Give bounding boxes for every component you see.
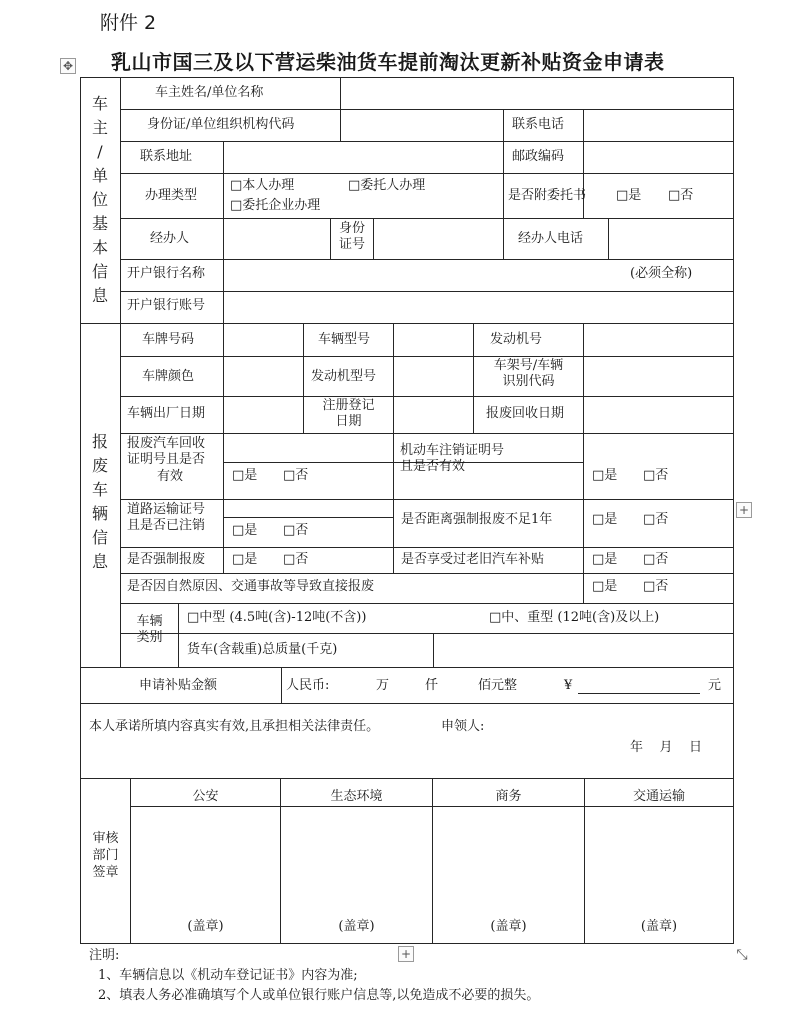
scrap-date-label: 报废回收日期 — [486, 406, 565, 421]
road-no-checkbox[interactable]: □否 — [283, 523, 309, 538]
dereg-yes-checkbox[interactable]: □是 — [592, 468, 618, 483]
rmb-label: 人民币: — [286, 678, 330, 693]
attach-poa-label: 是否附委托书 — [508, 188, 587, 203]
page-title: 乳山市国三及以下营运柴油货车提前淘汰更新补贴资金申请表 — [111, 50, 665, 74]
old-subsidy-label: 是否享受过老旧汽车补贴 — [401, 552, 545, 567]
table-move-handle-icon[interactable]: ✥ — [60, 58, 76, 74]
handling-agent-checkbox[interactable]: □委托人办理 — [348, 178, 426, 193]
total-mass-label: 货车(含载重)总质量(千克) — [187, 642, 338, 657]
natural-cause-yes-checkbox[interactable]: □是 — [592, 579, 618, 594]
less-one-year-no-checkbox[interactable]: □否 — [643, 512, 669, 527]
bai-unit: 佰元整 — [478, 678, 518, 693]
postcode-label: 邮政编码 — [512, 149, 565, 164]
seal-transport[interactable]: (盖章) — [640, 919, 678, 934]
less-one-year-label: 是否距离强制报废不足1年 — [401, 512, 553, 527]
table-resize-icon[interactable]: ⤡ — [736, 947, 748, 963]
attach-poa-no-checkbox[interactable]: □否 — [668, 188, 694, 203]
scrap-cert-label: 报废汽车回收 证明号且是否 有效 — [127, 436, 206, 484]
id-code-label: 身份证/单位组织机构代码 — [147, 117, 295, 132]
pledge-date: 年 月 日 — [630, 740, 703, 755]
vin-label: 车架号/车辆 识别代码 — [493, 358, 564, 390]
scrap-cert-no-checkbox[interactable]: □否 — [283, 468, 309, 483]
note-item: 1、车辆信息以《机动车登记证书》内容为准; — [98, 968, 358, 983]
factory-date-label: 车辆出厂日期 — [127, 406, 206, 421]
handler-label: 经办人 — [150, 231, 190, 246]
add-column-icon[interactable]: + — [398, 946, 414, 962]
handling-self-checkbox[interactable]: □本人办理 — [230, 178, 295, 193]
forced-scrap-label: 是否强制报废 — [127, 552, 206, 567]
road-transport-label: 道路运输证号 且是否已注销 — [127, 502, 206, 534]
attach-poa-yes-checkbox[interactable]: □是 — [616, 188, 642, 203]
plate-color-label: 车牌颜色 — [142, 369, 195, 384]
full-name-note: (必须全称) — [630, 266, 693, 281]
natural-cause-label: 是否因自然原因、交通事故等导致直接报废 — [127, 579, 375, 594]
owner-name-field[interactable] — [341, 78, 733, 109]
seal-ecology[interactable]: (盖章) — [338, 919, 375, 934]
registration-date-label: 注册登记 日期 — [322, 398, 375, 430]
old-subsidy-yes-checkbox[interactable]: □是 — [592, 552, 618, 567]
vehicle-section-label: 报 废 车 辆 信 息 — [91, 432, 108, 571]
road-yes-checkbox[interactable]: □是 — [232, 523, 258, 538]
phone-label: 联系电话 — [512, 117, 565, 132]
yen-symbol: ¥ — [564, 678, 573, 693]
dereg-no-checkbox[interactable]: □否 — [643, 468, 669, 483]
handler-phone-label: 经办人电话 — [518, 231, 584, 246]
engine-model-label: 发动机型号 — [311, 369, 377, 384]
seal-public-security[interactable]: (盖章) — [187, 919, 224, 934]
bank-account-label: 开户银行账号 — [127, 298, 206, 313]
attachment-label: 附件 2 — [100, 12, 157, 34]
amount-input-line[interactable] — [578, 693, 700, 694]
plate-no-label: 车牌号码 — [142, 332, 195, 347]
scrap-cert-yes-checkbox[interactable]: □是 — [232, 468, 258, 483]
wan-unit: 万 — [376, 678, 390, 693]
less-one-year-yes-checkbox[interactable]: □是 — [592, 512, 618, 527]
handling-type-label: 办理类型 — [145, 188, 198, 203]
dept-commerce: 商务 — [495, 789, 522, 804]
notes-header: 注明: — [89, 948, 120, 963]
seal-commerce[interactable]: (盖章) — [490, 919, 527, 934]
forced-scrap-yes-checkbox[interactable]: □是 — [232, 552, 258, 567]
owner-name-label: 车主姓名/单位名称 — [155, 85, 264, 100]
address-label: 联系地址 — [140, 149, 193, 164]
model-no-label: 车辆型号 — [318, 332, 371, 347]
qian-unit: 仟 — [425, 678, 439, 693]
dept-public-security: 公安 — [192, 789, 219, 804]
pledge-text: 本人承诺所填内容真实有效,且承担相关法律责任。 — [89, 719, 380, 734]
category-heavy-checkbox[interactable]: □中、重型 (12吨(含)及以上) — [489, 610, 660, 625]
applicant-label: 申领人: — [441, 719, 485, 734]
subsidy-amount-label: 申请补贴金额 — [139, 678, 218, 693]
natural-cause-no-checkbox[interactable]: □否 — [643, 579, 669, 594]
note-item: 2、填表人务必准确填写个人或单位银行账户信息等,以免造成不必要的损失。 — [98, 988, 540, 1003]
engine-no-label: 发动机号 — [490, 332, 543, 347]
category-medium-checkbox[interactable]: □中型 (4.5吨(含)-12吨(不含)) — [187, 610, 367, 625]
dereg-cert-label: 机动车注销证明号 且是否有效 — [400, 443, 505, 475]
vehicle-category-label: 车辆 类别 — [136, 614, 163, 646]
yuan-unit: 元 — [708, 678, 722, 693]
dept-transport: 交通运输 — [632, 789, 685, 804]
handling-company-checkbox[interactable]: □委托企业办理 — [230, 198, 321, 213]
dept-ecology: 生态环境 — [330, 789, 383, 804]
review-section-label: 审核 部门 签章 — [92, 831, 119, 880]
bank-name-label: 开户银行名称 — [127, 266, 206, 281]
old-subsidy-no-checkbox[interactable]: □否 — [643, 552, 669, 567]
add-row-icon[interactable]: + — [736, 502, 752, 518]
handler-id-label: 身份 证号 — [338, 221, 365, 253]
owner-section-label: 车 主 / 单 位 基 本 信 息 — [91, 94, 108, 305]
forced-scrap-no-checkbox[interactable]: □否 — [283, 552, 309, 567]
